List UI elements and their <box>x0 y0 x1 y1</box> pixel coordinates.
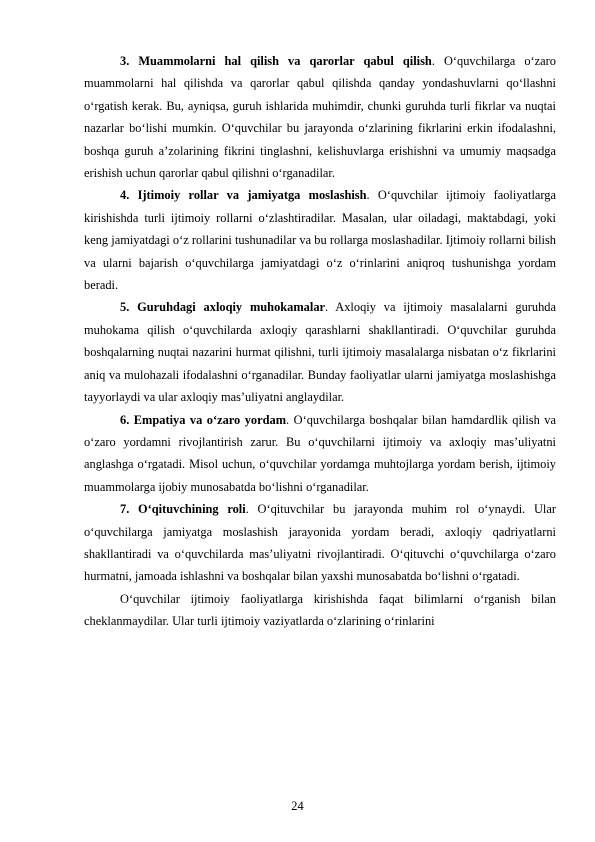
paragraph-heading: 4. Ijtimoiy rollar va jamiyatga moslashish <box>120 188 367 203</box>
paragraph-heading: 7. O‘qituvchining roli <box>120 502 246 517</box>
paragraph-moral-discussions <box>84 296 556 408</box>
paragraph-text: . Axloqiy va ijtimoiy masalalarni guruhda muhokama qilish o‘quvchilarda axloqiy qarashlarni shakllantiradi. O‘quvchilar guruhda boshqalarning nuqtai nazarini hurmat qilishni, turli ijtimoiy masalalarga nisbatan o‘z fikrlarini aniq va mulohazali ifodalashni o‘rganadilar. Bunday faoliyatlar ularni jamiyatga moslashishga tayyorlaydi va ular axloqiy mas’uliyatni anglaydilar. <box>84 300 556 405</box>
paragraph-text: . O‘quvchilar ijtimoiy faoliyatlarga kirishishda turli ijtimoiy rollarni o‘zlashtiradilar. Masalan, ular oiladagi, maktabdagi, yoki keng jamiyatdagi o‘z rollarini tushunadilar va bu rollarga moslashadilar. Ijtimoiy rollarni bilish va ularni bajarish o‘quvchilarga jamiyatdagi o‘z o‘rinlarini aniqroq tushunishga yordam beradi. <box>84 188 556 293</box>
paragraph-social-roles <box>84 184 556 296</box>
paragraph-teacher-role <box>84 498 556 588</box>
paragraph-empathy <box>84 409 556 499</box>
paragraph-text: O‘quvchilar ijtimoiy faoliyatlarga kirishishda faqat bilimlarni o‘rganish bilan cheklanmaydilar. Ular turli ijtimoiy vaziyatlarda o‘zlarining o‘rinlarini <box>84 591 556 629</box>
paragraph-heading: 3. Muammolarni hal qilish va qarorlar qabul qilish <box>120 54 432 68</box>
paragraph-heading: 6. Empatiya va o‘zaro yordam <box>120 412 287 427</box>
paragraph-conclusion <box>84 588 556 633</box>
paragraph-problem-solving <box>84 50 556 184</box>
body-text <box>84 50 556 633</box>
paragraph-text: . O‘quvchilarga boshqalar bilan hamdardlik qilish va o‘zaro yordamni rivojlantirish zarur. Bu o‘quvchilarni ijtimoiy va axloqiy mas’uliyatni anglashga o‘rgatadi. Misol uchun, o‘quvchilar yordamga muhtojlarga yordam berish, ijtimoiy muammolarga ijobiy munosabatda bo‘lishni o‘rganadilar. <box>84 412 556 494</box>
paragraph-text: . O‘qituvchilar bu jarayonda muhim rol o‘ynaydi. Ular o‘quvchilarga jamiyatga moslashish jarayonida yordam beradi, axloqiy qadriyatlarni shakllantiradi va o‘quvchilarda mas’uliyatni rivojlantiradi. O‘qituvchi o‘quvchilarga o‘zaro hurmatni, jamoada ishlashni va boshqalar bilan yaxshi munosabatda bo‘lishni o‘rgatadi. <box>84 502 556 584</box>
paragraph-text: . O‘quvchilarga o‘zaro muammolarni hal qilishda va qarorlar qabul qilishda qanday yondashuvlarni qo‘llashni o‘rgatish kerak. Bu, ayniqsa, guruh ishlarida muhimdir, chunki guruhda turli fikrlar va nuqtai nazarlar bo‘lishi mumkin. O‘quvchilar bu jarayonda o‘zlarining fikrlarini erkin ifodalashni, boshqa guruh a’zolarining fikrini tinglashni, kelishuvlarga erishishni va umumiy maqsadga erishish uchun qarorlar qabul qilishni o‘rganadilar. <box>84 54 556 181</box>
paragraph-heading: 5. Guruhdagi axloqiy muhokamalar <box>120 300 326 315</box>
page-number: 24 <box>291 799 304 813</box>
